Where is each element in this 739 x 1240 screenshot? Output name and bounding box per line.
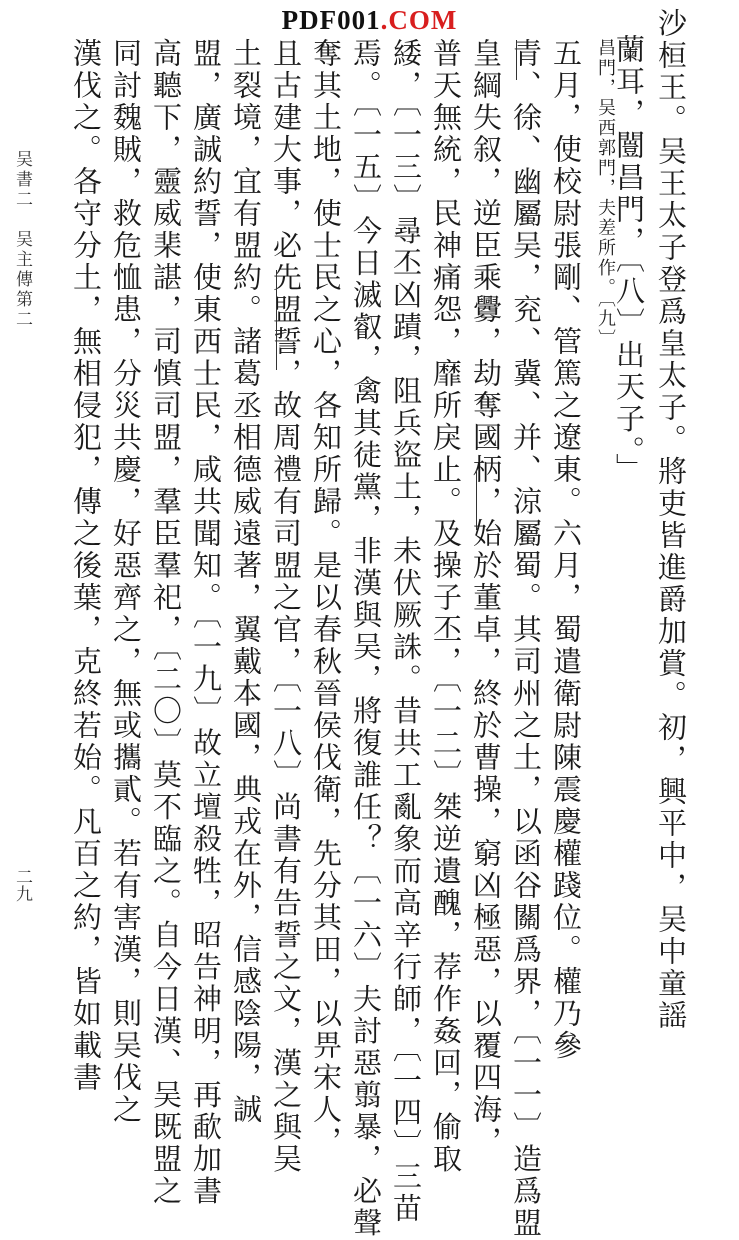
text-column-5: 皇綱失叙，逆臣乘釁，劫奪國柄，始於董卓，終於曹操，窮凶極惡，以覆四海， [469,38,503,1158]
text-column-13: 高聽下，靈威棐諶，司慎司盟，羣臣羣祀，〔二〇〕莫不臨之。自今日漢、吴既盟之 [149,38,183,1208]
watermark-prefix: PDF001 [281,5,381,35]
text-column-8: 焉。〔一五〕今日滅叡，禽其徒黨，非漢與吴，將復誰任？〔一六〕夫討惡翦暴，必聲 [349,38,383,1240]
text-column-9: 奪其土地，使士民之心，各知所歸。是以春秋晉侯伐衛，先分其田，以畀宋人， [309,38,343,1158]
text-column-15: 漢伐之。各守分土，無相侵犯，傳之後葉，克終若始。凡百之約，皆如載書 [69,38,103,1094]
page-footer-title: 吴書二 吴主傳第二 [12,150,32,330]
text-column-4: 青、徐、幽屬吴，兖、冀、并、涼屬蜀。其司州之土，以函谷關爲界，〔一一〕造爲盟 [509,38,543,1240]
text-column-14: 同討魏賊，救危恤患，分災共慶，好惡齊之，無或攜貳。若有害漢，則吴伐之 [109,38,143,1126]
text-column-12: 盟，廣誠約誓，使東西士民，咸共聞知。〔一九〕故立壇殺牲，昭告神明，再歃加書 [189,38,223,1208]
annotation-note: 昌門，吴西郭門，夫差所作。〔九〕 [595,38,616,349]
proper-name-underline [276,270,277,370]
text-column-11: 土裂境，宜有盟約。諸葛丞相德威遠著，翼戴本國，典戎在外，信感陰陽，誠 [229,38,263,1126]
text-column-10: 且古建大事，必先盟誓，故周禮有司盟之官，〔一八〕尚書有告誓之文，漢之與吴 [269,38,303,1176]
text-column-3: 五月，使校尉張剛、管篤之遼東。六月，蜀遣衛尉陳震慶權踐位。權乃參 [549,38,583,1062]
page-number: 二九 [12,868,32,902]
text-column-6: 普天無統，民神痛怨，靡所戾止。及操子丕，〔一二〕桀逆遺醜，荐作姦回，偷取 [429,38,463,1176]
text-column-2: 蘭耳，闓昌門，〔八〕出天子。」 [612,34,646,485]
watermark-suffix: .COM [380,5,458,35]
text-column-1: 沙桓王。吴王太子登爲皇太子。將吏皆進爵加賞。初，興平中，吴中童謡 [654,8,688,1032]
proper-name-underline [516,40,517,80]
proper-name-underline [476,470,477,530]
text-column-7: 緌，〔一三〕尋丕凶蹟，阻兵盜土，未伏厥誅。昔共工亂象而高辛行師，〔一四〕三苗 [389,38,423,1225]
